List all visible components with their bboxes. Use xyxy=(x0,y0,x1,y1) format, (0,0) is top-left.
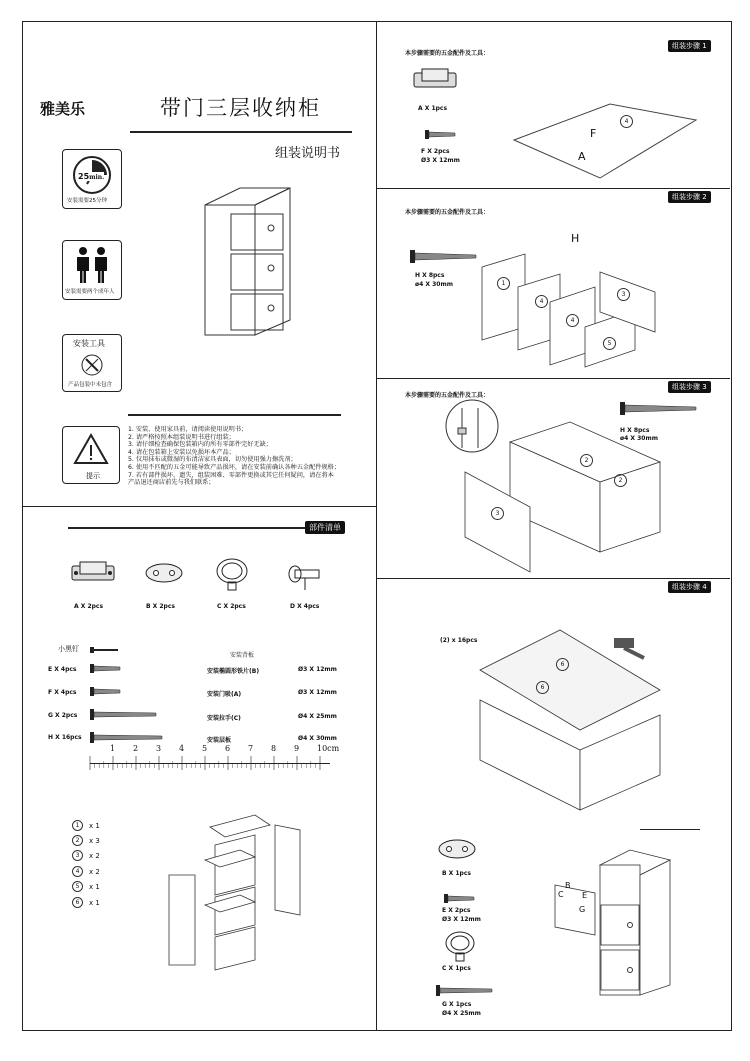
screw-e-icon xyxy=(90,664,130,674)
ruler-label: 6 xyxy=(225,744,231,753)
step2-callout-board: 4 xyxy=(535,295,548,308)
door-catch-icon xyxy=(70,558,120,588)
step1-item: A X 1pcs xyxy=(418,105,448,112)
step4-callout-c: C xyxy=(558,890,564,899)
step4-item: B X 1pcs xyxy=(442,870,471,877)
screw-h-icon xyxy=(90,732,166,744)
hardware-b-label: B X 2pcs xyxy=(146,603,175,610)
step4-callout-board: 6 xyxy=(536,681,549,694)
parts-header-line xyxy=(68,527,308,529)
screw-e-qty: E X 4pcs xyxy=(48,666,77,673)
ruler-label: 9 xyxy=(294,744,300,753)
subtitle: 组装说明书 xyxy=(275,146,341,161)
board-number: 1 xyxy=(72,820,83,831)
board-count-row xyxy=(72,881,100,892)
step2-tag: 组装步骤 2 xyxy=(668,191,711,203)
screw-g-use: 安装拉手(C) xyxy=(207,715,241,722)
step4-box-illustration xyxy=(470,620,700,790)
step3-tag: 组装步骤 3 xyxy=(668,381,711,393)
hammer-icon xyxy=(610,632,650,662)
step3-divider xyxy=(377,578,730,579)
step2-hw-text: 本步骤需要的五金配件及工具： xyxy=(405,209,490,216)
hardware-c-label: C X 2pcs xyxy=(217,603,246,610)
board-count-row xyxy=(72,866,100,877)
step4-callout-b: B xyxy=(565,881,571,890)
board-count-row xyxy=(72,820,100,831)
step3-callout-board: 3 xyxy=(491,507,504,520)
board-qty: x 2 xyxy=(89,851,100,860)
step4-item: (2) x 16pcs xyxy=(440,637,478,644)
board-count-row xyxy=(72,897,100,908)
step4-callout-e: E xyxy=(582,891,588,900)
screw-g-icon xyxy=(90,709,160,721)
hardware-d-label: D X 4pcs xyxy=(290,603,320,610)
step4-screw-icon xyxy=(444,894,484,904)
note-item: 4. 请在包装箱上安装以免损坏本产品； xyxy=(128,448,235,456)
screw-f-icon xyxy=(90,687,130,697)
step1-callout-board: 4 xyxy=(620,115,633,128)
warning-badge xyxy=(62,426,120,484)
step2-item: H X 8pcs xyxy=(415,272,445,279)
step2-panels-illustration xyxy=(480,232,680,372)
time-unit: min. xyxy=(89,174,105,181)
step3-item: ø4 X 30mm xyxy=(620,435,658,442)
board-count-row xyxy=(72,835,100,846)
board-number: 5 xyxy=(72,881,83,892)
screw-h-use: 安装层板 xyxy=(207,737,232,744)
knob-icon xyxy=(210,556,254,596)
step2-screw-icon xyxy=(410,250,480,264)
step3-callout-board: 2 xyxy=(614,474,627,487)
backboard-heading: 安装背板 xyxy=(230,652,255,659)
product-title: 带门三层收纳柜 xyxy=(160,96,321,120)
shelf-pin-icon xyxy=(283,560,327,594)
board-qty: x 1 xyxy=(89,821,100,830)
step2-callout-board: 4 xyxy=(566,314,579,327)
step3-callout-board: 2 xyxy=(580,454,593,467)
step1-door-catch-icon xyxy=(412,65,462,95)
step4-tag: 组装步骤 4 xyxy=(668,581,711,593)
board-qty: x 1 xyxy=(89,898,100,907)
ruler-label: 1 xyxy=(110,744,116,753)
oval-plate-icon xyxy=(144,560,184,590)
exploded-boards-illustration xyxy=(165,815,315,975)
step3-hw-text: 本步骤需要的五金配件及工具： xyxy=(405,392,490,399)
column-divider xyxy=(376,21,377,1030)
cabinet-illustration xyxy=(195,180,315,340)
screw-e-size: Ø3 X 12mm xyxy=(298,666,337,673)
step2-callout-board: 5 xyxy=(603,337,616,350)
board-number: 6 xyxy=(72,897,83,908)
people-badge xyxy=(62,240,122,300)
board-qty: x 2 xyxy=(89,867,100,876)
time-badge xyxy=(62,149,122,209)
step4-callout-g: G xyxy=(579,905,586,914)
notes-divider xyxy=(128,414,341,416)
screw-f-use: 安装门吸(A) xyxy=(207,691,242,698)
screw-f-qty: F X 4pcs xyxy=(48,689,77,696)
step1-item: F X 2pcs xyxy=(421,148,450,155)
tools-badge xyxy=(62,334,122,392)
step1-screw-icon xyxy=(425,130,465,140)
step4-item: C X 1pcs xyxy=(442,965,471,972)
step4-item: Ø4 X 25mm xyxy=(442,1010,481,1017)
screw-g-qty: G X 2pcs xyxy=(48,712,78,719)
screw-e-use: 安装椭圆形铁片(B) xyxy=(207,668,260,675)
screw-h-qty: H X 16pcs xyxy=(48,734,82,741)
tools-caption: 产品包装中未包含 xyxy=(68,382,113,388)
note-item: 3. 请仔细检查确保包装箱内的所有零部件完好无缺； xyxy=(128,441,272,449)
step1-tag: 组装步骤 1 xyxy=(668,40,711,52)
step4-knob-icon xyxy=(440,930,480,964)
board-qty: x 3 xyxy=(89,836,100,845)
step3-frame-illustration xyxy=(450,412,670,572)
note-item: 1. 安装、使用家具前，请阅读使用说明书； xyxy=(128,426,248,433)
people-caption: 安装需要两个成年人 xyxy=(65,289,115,295)
note-item: 5. 仅用抹布或微湿的布清洁家具表面，切勿使用强力擦洗剂； xyxy=(128,456,297,464)
board-count-row xyxy=(72,850,100,861)
parts-header-tag: 部件清单 xyxy=(305,521,345,534)
title-underline xyxy=(130,131,352,133)
hardware-a-label: A X 2pcs xyxy=(74,603,104,610)
board-number: 3 xyxy=(72,850,83,861)
screw-h-size: Ø4 X 30mm xyxy=(298,735,337,742)
step2-item: ø4 X 30mm xyxy=(415,281,453,288)
step1-callout-a: A xyxy=(578,150,586,163)
board-number: 4 xyxy=(72,866,83,877)
note-item: 产品退还商店前先与我们联系； xyxy=(128,479,215,487)
board-number: 2 xyxy=(72,835,83,846)
step4-sub-divider xyxy=(640,829,700,830)
time-caption: 安装需要25分钟 xyxy=(67,198,107,204)
step2-callout-board: 3 xyxy=(617,288,630,301)
ruler-label: 10cm xyxy=(317,744,340,753)
note-item: 7. 若有部件损坏、遗失，组装困难、零部件更换或其它任何疑问，请在将本 xyxy=(128,471,334,479)
time-value: 25 xyxy=(78,172,90,181)
screw-g-size: Ø4 X 25mm xyxy=(298,713,337,720)
step4-long-screw-icon xyxy=(436,985,496,997)
small-nail-icon xyxy=(90,645,120,655)
step1-divider xyxy=(377,188,730,189)
step3-item: H X 8pcs xyxy=(620,427,650,434)
screws-heading: 小黑钉 xyxy=(58,645,79,653)
ruler-label: 8 xyxy=(271,744,277,753)
step4-oval-plate-icon xyxy=(437,836,477,862)
step1-item: Ø3 X 12mm xyxy=(421,157,460,164)
board-qty: x 1 xyxy=(89,882,100,891)
left-section-divider xyxy=(22,506,377,507)
step1-callout-f: F xyxy=(590,127,597,140)
step4-item: G X 1pcs xyxy=(442,1001,472,1008)
brand-name: 雅美乐 xyxy=(40,100,86,118)
warning-caption: 提示 xyxy=(86,472,100,480)
ruler-label: 3 xyxy=(156,744,162,753)
ruler-label: 4 xyxy=(179,744,185,753)
ruler-label: 7 xyxy=(248,744,254,753)
step2-callout-h: H xyxy=(571,232,580,245)
step1-board-illustration xyxy=(510,100,700,180)
ruler-label: 5 xyxy=(202,744,208,753)
step2-callout-board: 1 xyxy=(497,277,510,290)
note-item: 6. 使用不匹配的五金可能导致产品损坏，请在安装前确认各种五金配件规格； xyxy=(128,463,341,471)
ruler-label: 2 xyxy=(133,744,139,753)
step4-cabinet-illustration xyxy=(595,845,695,1005)
screw-f-size: Ø3 X 12mm xyxy=(298,689,337,696)
note-item: 2. 请严格按照本组装说明书进行组装； xyxy=(128,433,235,441)
step4-callout-board: 6 xyxy=(556,658,569,671)
ruler-ticks xyxy=(90,756,330,768)
notes-list xyxy=(128,426,340,487)
step4-item: E X 2pcs xyxy=(442,907,471,914)
step4-item: Ø3 X 12mm xyxy=(442,916,481,923)
step1-hw-text: 本步骤需要的五金配件及工具： xyxy=(405,50,490,57)
step2-divider xyxy=(377,378,730,379)
tools-title: 安装工具 xyxy=(73,339,105,348)
